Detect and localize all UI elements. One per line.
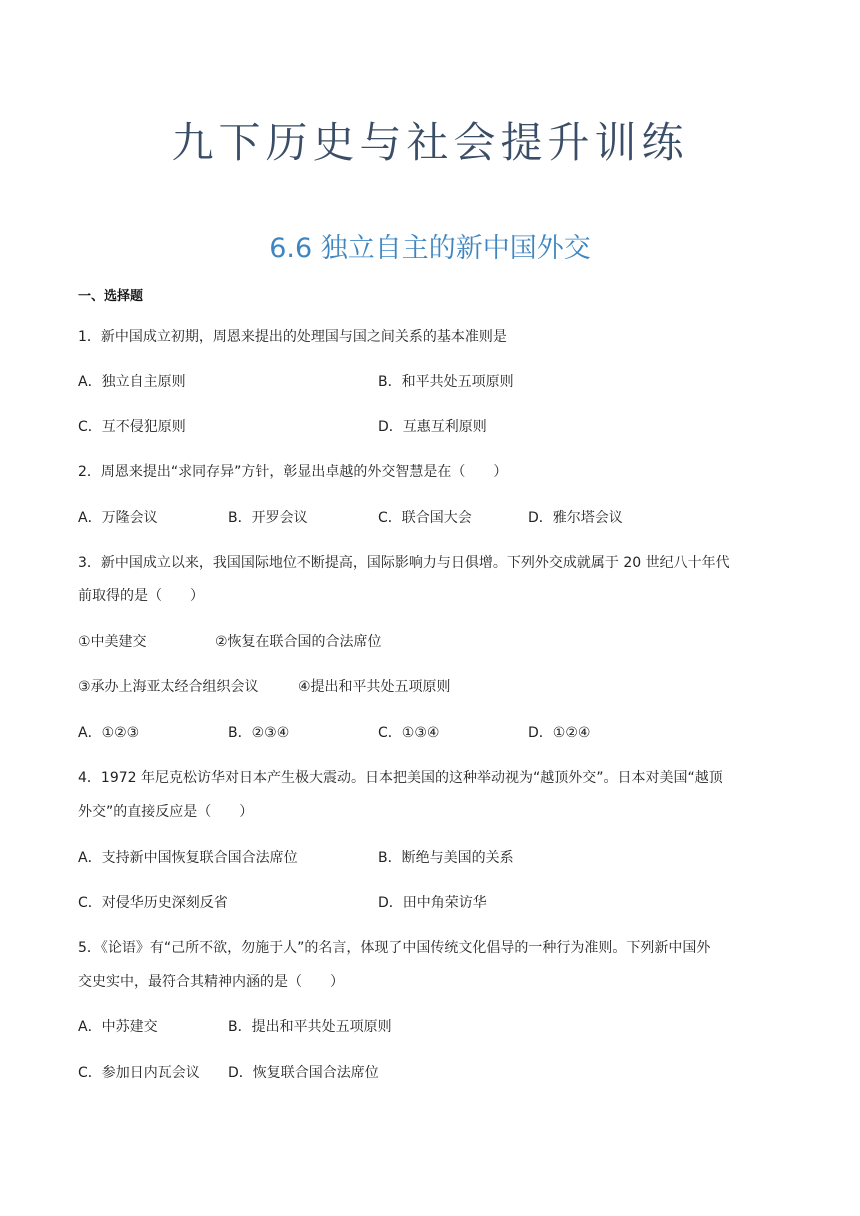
question-3-stem-line-1: 3．新中国成立以来，我国国际地位不断提高，国际影响力与日俱增。下列外交成就属于 20 世纪八十年代 [78,555,730,571]
question-2-option-c[interactable]: C．联合国大会 [378,510,472,526]
question-5-stem-line-1: 5．《论语》有“己所不欲，勿施于人”的名言，体现了中国传统文化倡导的一种行为准则。下列新中国外 [78,940,711,956]
question-2-stem: 2．周恩来提出“求同存异”方针，彰显出卓越的外交智慧是在（ ） [78,464,508,480]
question-3-item-1: ①中美建交 [78,634,147,650]
document-title: 九下历史与社会提升训练 [171,118,689,167]
question-2-option-a[interactable]: A．万隆会议 [78,510,158,526]
question-2-option-d[interactable]: D．雅尔塔会议 [528,510,623,526]
question-1-option-b[interactable]: B．和平共处五项原则 [378,374,514,390]
question-4-stem-line-1: 4．1972 年尼克松访华对日本产生极大震动。日本把美国的这种举动视为“越顶外交”。日本对美国“越顶 [78,770,723,786]
question-3-item-4: ④提出和平共处五项原则 [298,679,451,695]
question-1-option-c[interactable]: C．互不侵犯原则 [78,419,186,435]
question-5-option-c[interactable]: C．参加日内瓦会议 [78,1065,200,1081]
question-3-option-c[interactable]: C．①③④ [378,725,440,741]
question-4-option-c[interactable]: C．对侵华历史深刻反省 [78,895,228,911]
question-5-stem-line-2: 交史实中，最符合其精神内涵的是（ ） [78,974,344,990]
question-3-item-2: ②恢复在联合国的合法席位 [215,634,382,650]
question-3-option-d[interactable]: D．①②④ [528,725,591,741]
question-3-item-3: ③承办上海亚太经合组织会议 [78,679,259,695]
question-4-stem-line-2: 外交”的直接反应是（ ） [78,804,254,820]
question-1-option-a[interactable]: A．独立自主原则 [78,374,186,390]
question-3-option-a[interactable]: A．①②③ [78,725,140,741]
question-1-stem: 1．新中国成立初期，周恩来提出的处理国与国之间关系的基本准则是 [78,329,507,345]
question-3-option-b[interactable]: B．②③④ [228,725,290,741]
lesson-title: 6.6 独立自主的新中国外交 [269,233,591,264]
question-4-option-a[interactable]: A．支持新中国恢复联合国合法席位 [78,850,298,866]
question-4-option-b[interactable]: B．断绝与美国的关系 [378,850,514,866]
question-5-option-d[interactable]: D．恢复联合国合法席位 [228,1065,379,1081]
question-1-option-d[interactable]: D．互惠互利原则 [378,419,487,435]
question-4-option-d[interactable]: D．田中角荣访华 [378,895,487,911]
question-5-option-b[interactable]: B．提出和平共处五项原则 [228,1019,392,1035]
question-3-stem-line-2: 前取得的是（ ） [78,588,204,604]
section-heading: 一、选择题 [78,289,144,304]
question-2-option-b[interactable]: B．开罗会议 [228,510,308,526]
question-5-option-a[interactable]: A．中苏建交 [78,1019,158,1035]
